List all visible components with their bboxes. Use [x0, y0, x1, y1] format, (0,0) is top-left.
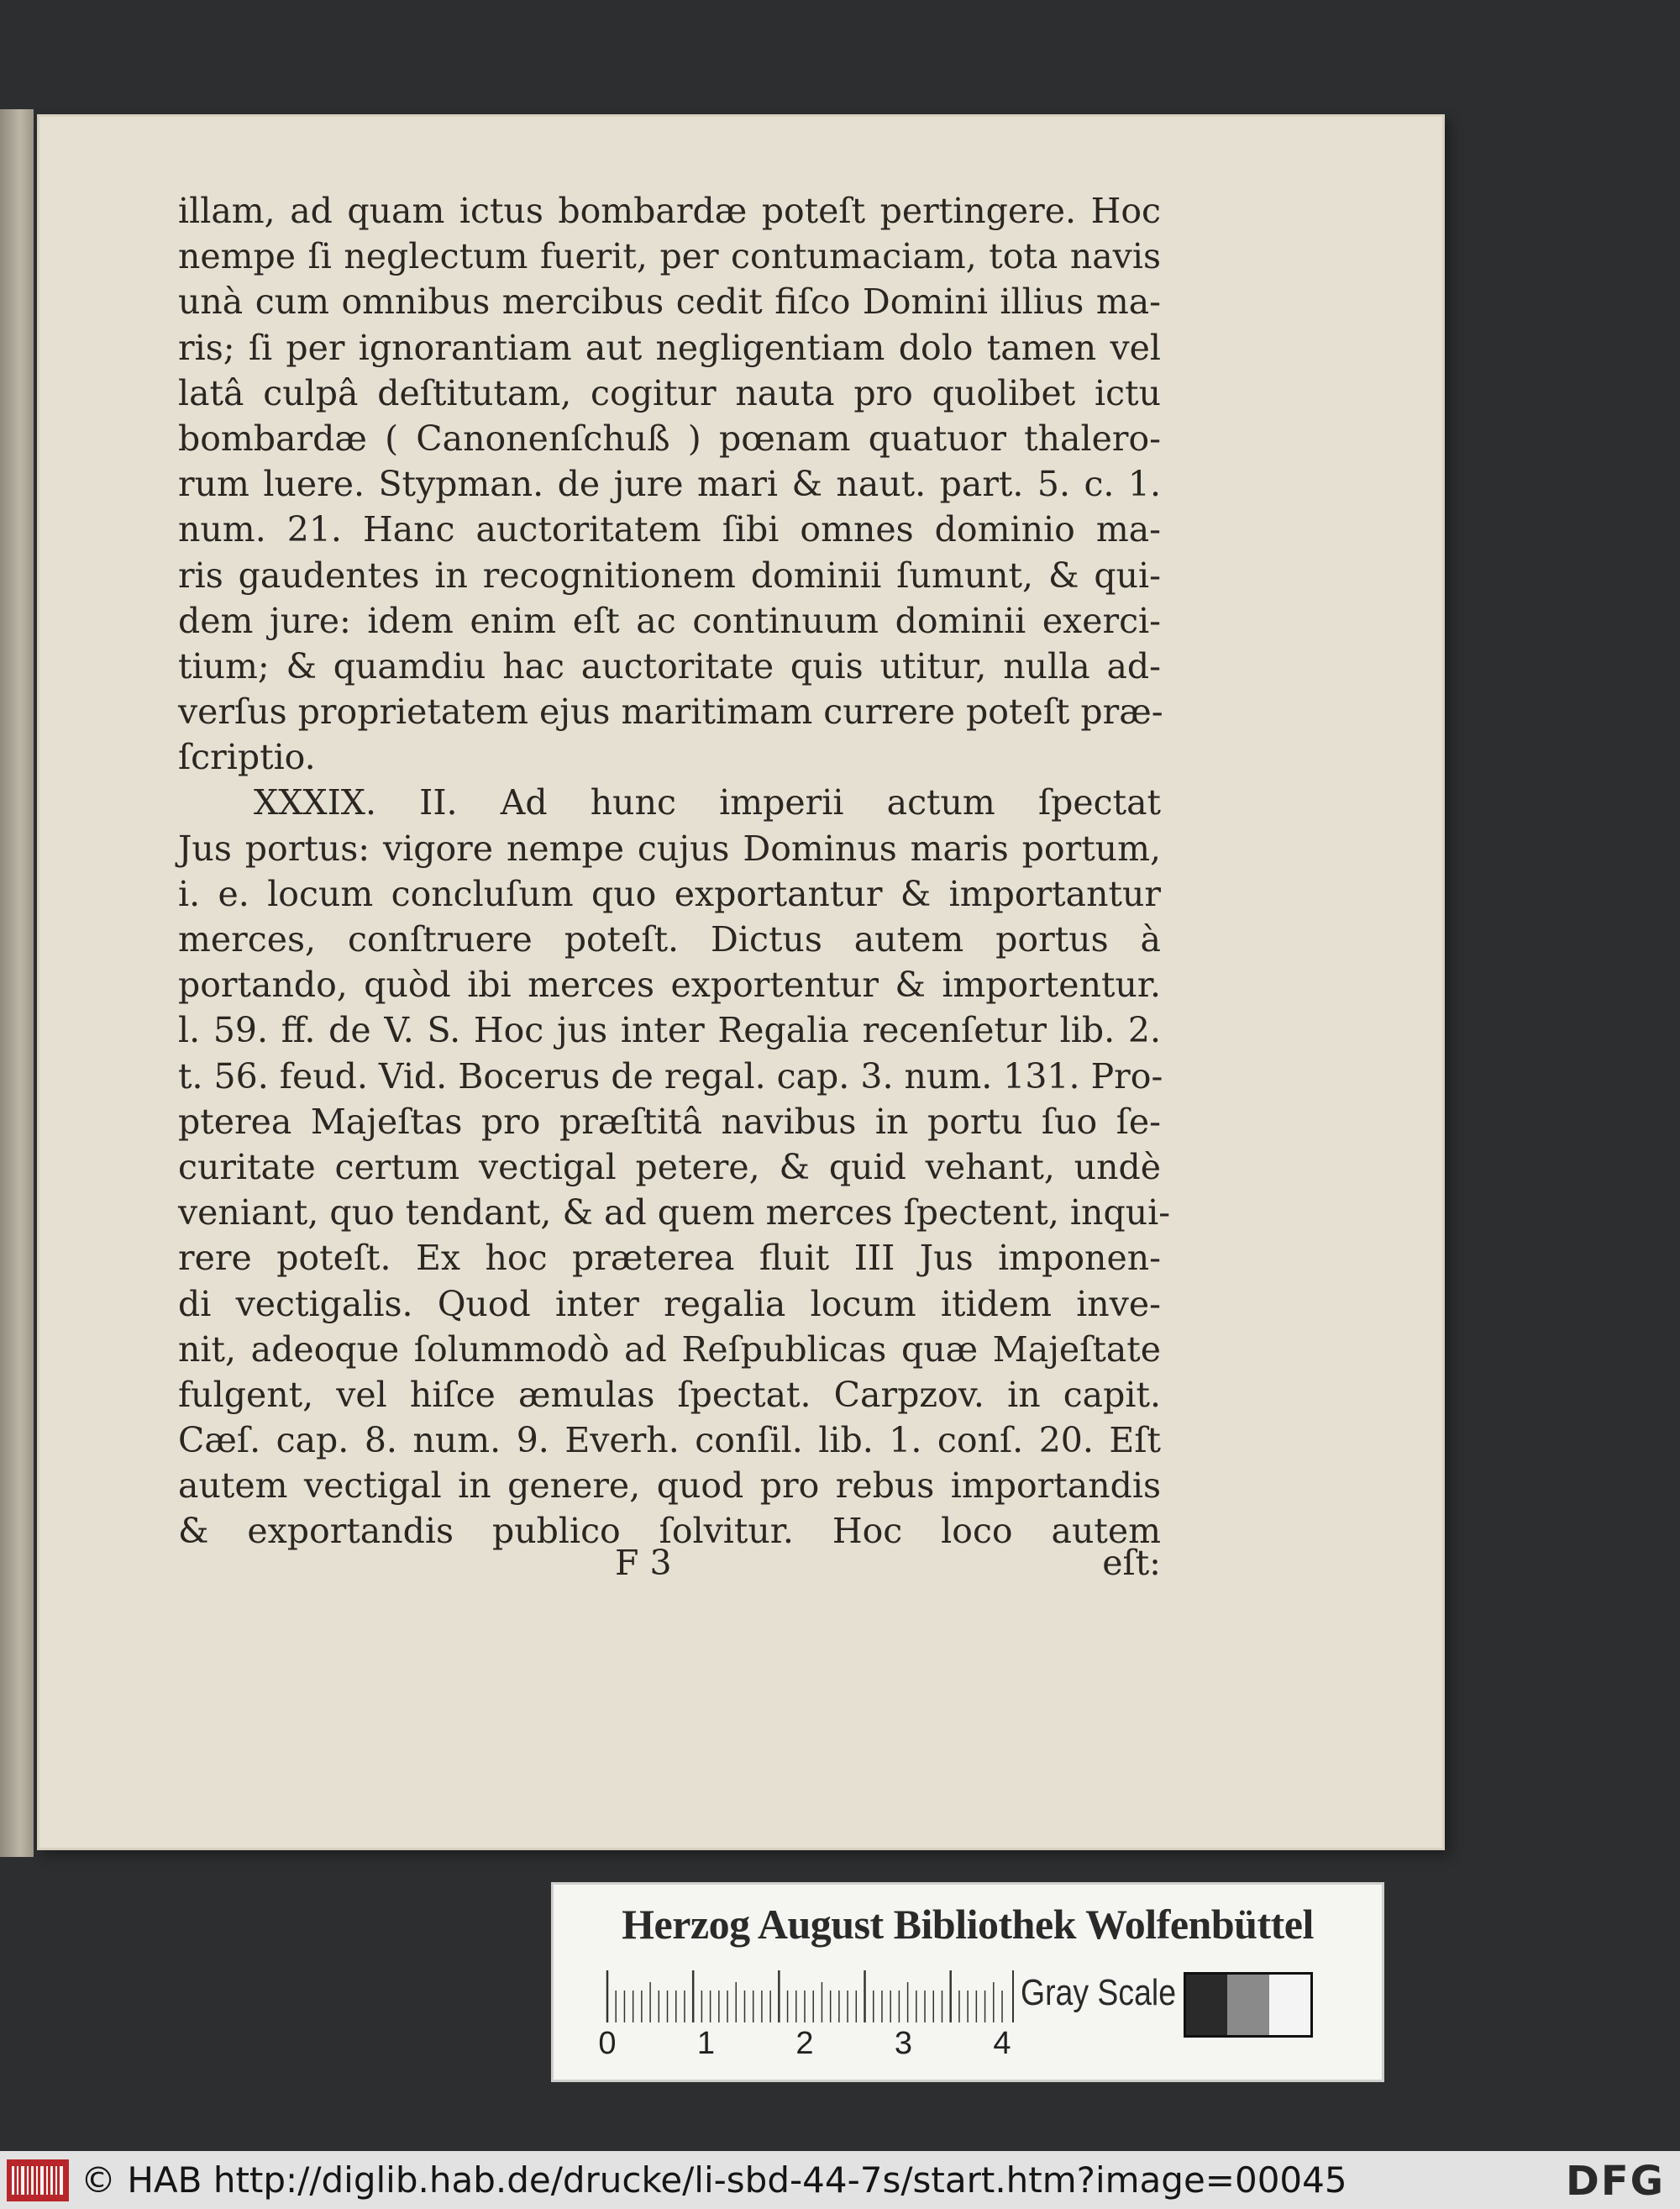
text-line: veniant, quo tendant, & ad quem merces ſpectent, inqui-: [178, 1192, 1171, 1233]
ruler-number: 1: [696, 2026, 716, 2061]
text-line: Cæſ. cap. 8. num. 9. Everh. conſil. lib. 1. conſ. 20. Eſt: [178, 1420, 1161, 1461]
text-line: curitate certum vectigal petere, & quid vehant, undè: [178, 1146, 1161, 1187]
gray-scale-label: Gray Scale: [1021, 1972, 1176, 2013]
signature-mark: F 3: [615, 1543, 672, 1583]
book-page: [37, 114, 1445, 1850]
text-line: l. 59. ff. de V. S. Hoc jus inter Regalia recenſetur lib. 2.: [178, 1010, 1161, 1051]
text-line: rum luere. Stypman. de jure mari & naut. part. 5. c. 1.: [178, 464, 1161, 505]
copyright-url[interactable]: © HAB http://diglib.hab.de/drucke/li-sbd-44-7s/start.htm?image=00045: [81, 2159, 1347, 2201]
text-line: ris; ſi per ignorantiam aut negligentiam dolo tamen vel: [178, 327, 1161, 368]
text-line: merces, conſtruere poteſt. Dictus autem portus à: [178, 919, 1161, 960]
barcode-icon: [7, 2159, 69, 2201]
text-line: bombardæ ( Canonenſchuß ) pœnam quatuor thalero-: [178, 418, 1161, 459]
gray-scale-swatch: [1184, 1972, 1313, 2038]
gray-swatch-mid: [1227, 1975, 1268, 2035]
text-line: dem jure: idem enim eſt ac continuum dominii exerci-: [178, 600, 1161, 641]
text-line: nit, adeoque ſolummodò ad Reſpublicas quæ Majeſtate: [178, 1328, 1161, 1370]
text-line: i. e. locum concluſum quo exportantur & importantur: [178, 873, 1161, 914]
viewer-footer-bar: [0, 2151, 1680, 2209]
library-label: [551, 1882, 1384, 2082]
text-line: fulgent, vel hiſce æmulas ſpectat. Carpzov. in capit.: [178, 1374, 1161, 1415]
previous-page-edge: [0, 109, 34, 1857]
ruler-number: 2: [795, 2026, 814, 2061]
text-line: illam, ad quam ictus bombardæ poteſt pertingere. Hoc: [178, 191, 1161, 231]
dfg-logo: DFG: [1565, 2158, 1665, 2205]
text-line: ris gaudentes in recognitionem dominii ſumunt, & qui-: [178, 555, 1161, 596]
text-line: nempe ſi neglectum fuerit, per contumaciam, tota navis: [178, 236, 1161, 277]
text-line: XXXIX. II. Ad hunc imperii actum ſpectat: [254, 782, 1161, 823]
catchword: eſt:: [1102, 1543, 1161, 1583]
gray-swatch-dark: [1186, 1975, 1227, 2035]
text-line: unà cum omnibus mercibus cedit fiſco Domini illius ma-: [178, 281, 1161, 323]
text-line: rere poteſt. Ex hoc præterea fluit III Jus imponen-: [178, 1238, 1161, 1279]
text-line: verſus proprietatem ejus maritimam currere poteſt præ-: [178, 692, 1163, 733]
text-line: num. 21. Hanc auctoritatem ſibi omnes dominio ma-: [178, 509, 1161, 550]
page-text: [178, 188, 1171, 1554]
ruler-numbers: [598, 2026, 1110, 2063]
text-line: pterea Majeſtas pro præſtitâ navibus in portu ſuo ſe-: [178, 1101, 1161, 1142]
page-footer: [178, 1543, 1161, 1593]
text-line: latâ culpâ deſtitutam, cogitur nauta pro quolibet ictu: [178, 372, 1161, 413]
text-line: autem vectigal in genere, quod pro rebus importandis: [178, 1465, 1161, 1507]
text-line: portando, quòd ibi merces exportentur & importentur.: [178, 965, 1161, 1006]
ruler-number: 4: [993, 2026, 1011, 2061]
text-line: tium; & quamdiu hac auctoritate quis utitur, nulla ad-: [178, 645, 1161, 686]
ruler-number: 3: [894, 2026, 913, 2061]
text-line: t. 56. feud. Vid. Bocerus de regal. cap. 3. num. 131. Pro-: [178, 1055, 1163, 1097]
ruler-number: 0: [598, 2026, 617, 2061]
library-title: Herzog August Bibliothek Wolfenbüttel: [622, 1901, 1314, 1948]
text-line: di vectigalis. Quod inter regalia locum itidem inve-: [178, 1283, 1161, 1324]
text-line: Jus portus: vigore nempe cujus Dominus maris portum,: [178, 828, 1161, 869]
text-line: & exportandis publico ſolvitur. Hoc loco autem: [178, 1511, 1161, 1552]
gray-swatch-light: [1269, 1975, 1310, 2035]
text-line: ſcriptio.: [178, 737, 316, 778]
